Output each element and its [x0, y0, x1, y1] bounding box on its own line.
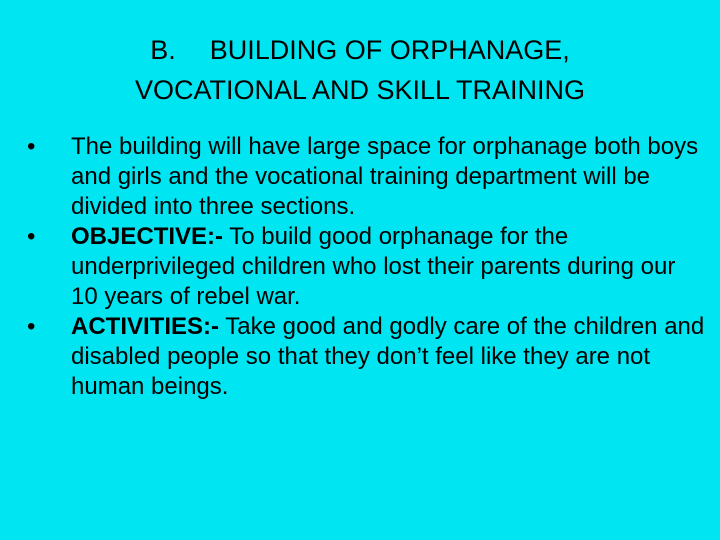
bullet-text: The building will have large space for orphanage both boys and girls and the vocational training department will be divided into three sections. [71, 133, 699, 220]
title-prefix: B. [150, 35, 176, 65]
bullet-icon: • [27, 223, 36, 250]
title-line-1 [20, 30, 700, 70]
bullet-text: To build good orphanage for the underprivileged children who lost their parents during our 10 years of rebel war. [71, 223, 676, 310]
title-line-2: VOCATIONAL AND SKILL TRAINING [134, 75, 586, 105]
bullet-item-building [27, 132, 707, 222]
bullet-item-objective [27, 222, 707, 312]
activities-label: ACTIVITIES:- [71, 313, 219, 340]
objective-label: OBJECTIVE:- [71, 223, 224, 250]
bullet-list [27, 132, 707, 402]
slide-title [20, 30, 700, 110]
bullet-icon: • [27, 133, 36, 160]
title-text-1: BUILDING OF ORPHANAGE, [209, 35, 570, 65]
bullet-item-activities [27, 312, 707, 402]
bullet-text: Take good and godly care of the children and disabled people so that they don’t feel like they are not human beings. [71, 313, 705, 400]
bullet-icon: • [27, 313, 36, 340]
